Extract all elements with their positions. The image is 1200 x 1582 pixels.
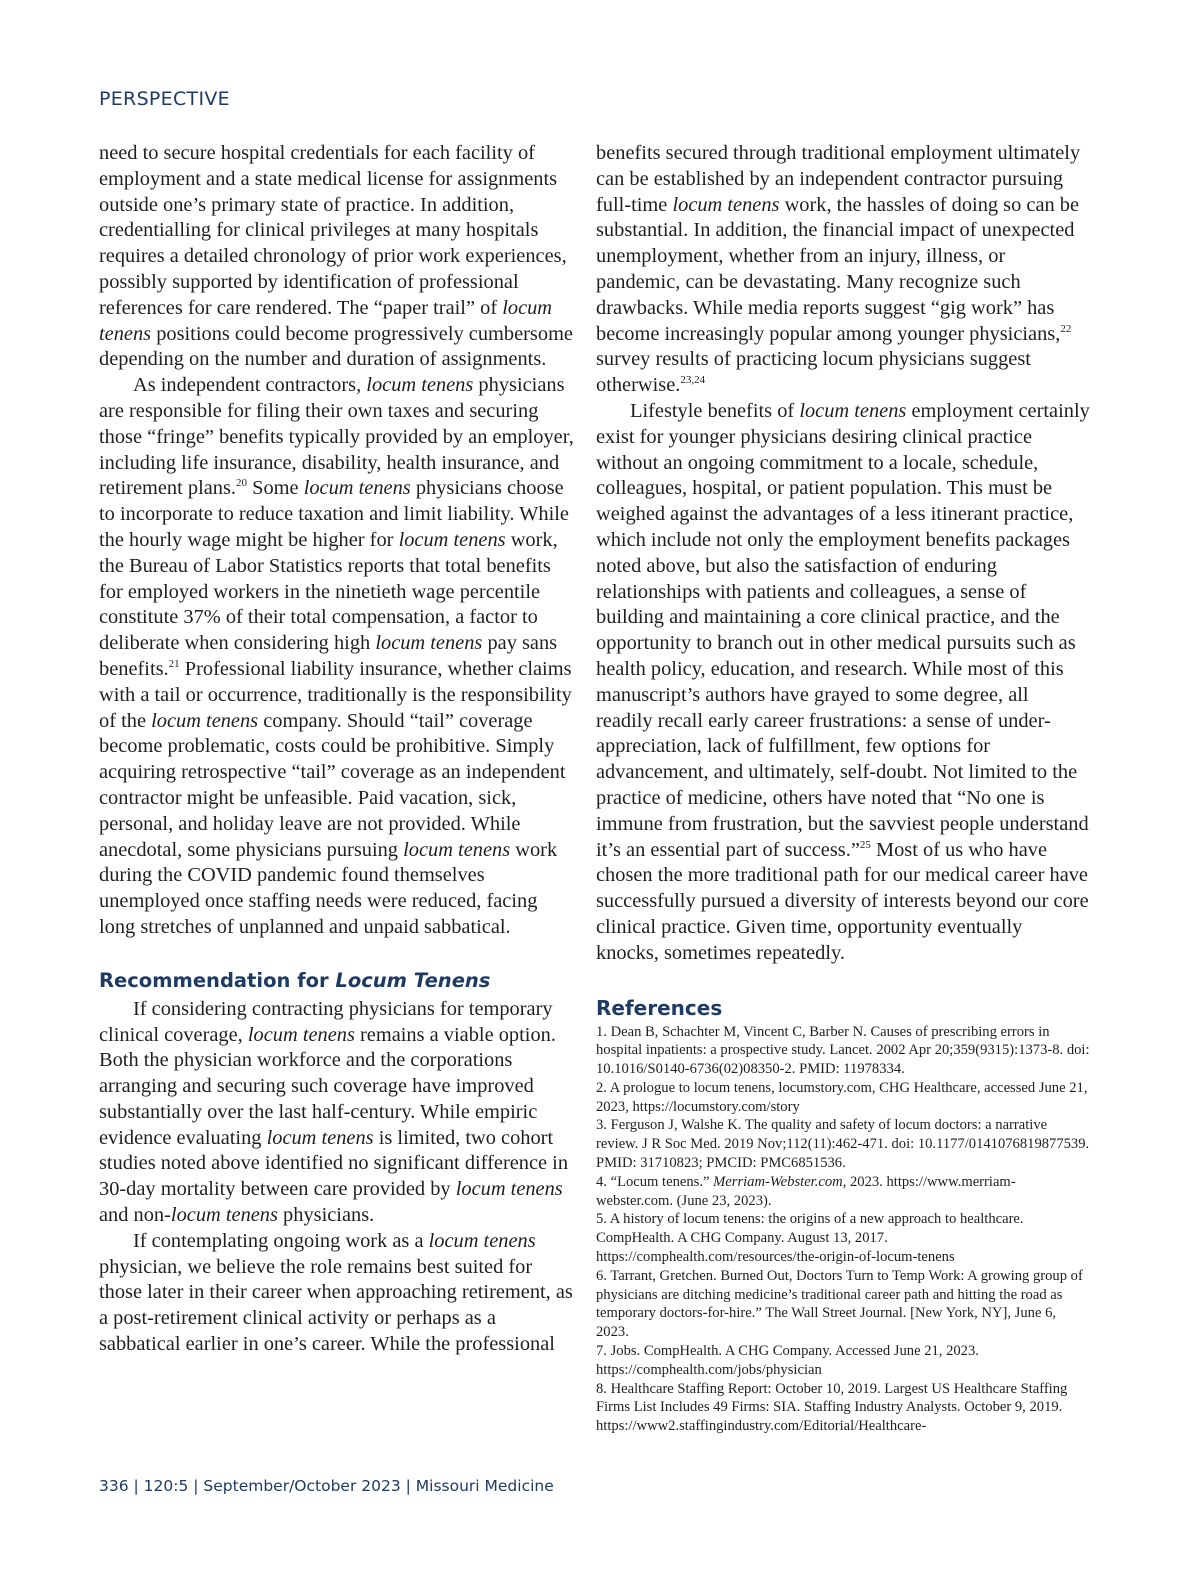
text-run: 2. A prologue to locum tenens, locumstory.com, CHG Healthcare, accessed June 21, 2023, https://locumstory.com/story <box>596 1079 1088 1115</box>
text-run: 6. Tarrant, Gretchen. Burned Out, Doctors Turn to Temp Work: A growing group of physicians are ditching medicine’s traditional career path and hitting the road as temporary doctors-for-hire.” The Wall Street Journal. [New York, NY], June 6, 2023. <box>596 1267 1083 1341</box>
reference-item <box>596 1079 1090 1117</box>
text-run: company. Should “tail” coverage become problematic, costs could be prohibitive. Simply acquiring retrospective “tail” coverage as an independent contractor might be unfeasible. Paid vacation, sick, personal, and holiday leave are not provided. While anecdotal, some physicians pursuing <box>99 709 566 861</box>
text-run: employment certainly exist for younger physicians desiring clinical practice without an ongoing commitment to a locale, schedule, colleagues, hospital, or patient population. This must be weighed against the advantages of a less itinerant practice, which include not only the employment benefits packages noted above, but also the satisfaction of enduring relationships with patients and colleagues, a sense of building and maintaining a core clinical practice, and the opportunity to branch out in other medical pursuits such as health policy, education, and research. While most of this manuscript’s authors have grayed to some degree, all readily recall early career frustrations: a sense of under-appreciation, lack of fulfillment, few options for advancement, and ultimately, self-doubt. Not limited to the practice of medicine, others have noted that “No one is immune from frustration, but the savviest people understand it’s an essential part of success.” <box>596 399 1090 861</box>
text-run: Most of us who have chosen the more traditional path for our medical career have successfully pursued a diversity of interests beyond our core clinical practice. Given time, opportunity eventually knocks, sometimes repeatedly. <box>596 838 1089 964</box>
text-run: work, the hassles of doing so can be substantial. In addition, the financial impact of unexpected unemployment, whether from an injury, illness, or pandemic, can be devastating. Many recognize such drawbacks. While media reports suggest “gig work” has become increasingly popular among younger physicians, <box>596 193 1080 345</box>
italic-text: locum tenens <box>247 1023 355 1046</box>
text-run: positions could become progressively cumbersome depending on the number and duration of assignments. <box>99 322 573 371</box>
text-run: 7. Jobs. CompHealth. A CHG Company. Accessed June 21, 2023. https://comphealth.com/jobs/physician <box>596 1343 979 1378</box>
left-column <box>99 141 577 1358</box>
text-run: is limited, two cohort studies noted above identified no significant difference in 30-day mortality between care provided by <box>99 1126 569 1201</box>
text-run: Professional liability insurance, whether claims with a tail or occurrence, traditionally is the responsibility of the <box>99 657 572 732</box>
paragraph <box>596 141 1090 399</box>
italic-text: locum tenens <box>303 477 411 500</box>
reference-item <box>596 1380 1090 1436</box>
text-run: physicians are responsible for filing their own taxes and securing those “fringe” benefits typically provided by an employer, including life insurance, disability, health insurance, and retirement plans. <box>99 374 574 500</box>
text-run: pay sans benefits. <box>99 632 558 680</box>
italic-text: locum tenens <box>672 193 780 216</box>
text-run: As independent contractors, <box>133 374 367 397</box>
right-column <box>596 141 1090 1436</box>
citation-superscript: 20 <box>236 477 248 490</box>
italic-text: locum tenens <box>266 1126 374 1149</box>
page-footer: 336 | 120:5 | September/October 2023 | Missouri Medicine <box>99 1477 554 1495</box>
text-run: 2023. https://www.merriam-webster.com. (June 23, 2023). <box>596 1173 1016 1209</box>
text-run: remains a viable option. Both the physician workforce and the corporations arranging and securing such coverage have improved substantially over the last half-century. While empiric evidence evaluating <box>99 1023 556 1149</box>
text-run: 3. Ferguson J, Walshe K. The quality and safety of locum doctors: a narrative review. J R Soc Med. 2019 Nov;112(11):462-471. doi: 10.1177/0141076819877539. PMID: 31710823; PMCID: PMC6851536. <box>596 1117 1090 1172</box>
reference-item <box>596 1267 1090 1342</box>
italic-text: locum tenens <box>398 528 506 551</box>
italic-text: locum tenens <box>799 399 907 422</box>
reference-item <box>596 1023 1090 1079</box>
section-label: PERSPECTIVE <box>99 88 230 110</box>
heading-italic-text: Locum Tenens <box>335 968 491 992</box>
recommendation-heading <box>99 968 577 994</box>
text-run: 5. A history of locum tenens: the origins of a new approach to healthcare. CompHealth. A CHG Company. August 13, 2017. https://comphealth.com/resources/the-origin-of-locum-tenens <box>596 1211 1024 1266</box>
reference-item <box>596 1116 1090 1172</box>
text-run: and non- <box>99 1204 171 1227</box>
citation-superscript: 21 <box>168 658 180 671</box>
text-run: work, the Bureau of Labor Statistics reports that total benefits for employed workers in the ninetieth wage percentile constitute 37% of their total compensation, a factor to deliberate when considering high <box>99 528 558 655</box>
text-run: Some <box>247 477 304 500</box>
reference-item <box>596 1342 1090 1380</box>
reference-item <box>596 1173 1090 1211</box>
text-run: Lifestyle benefits of <box>630 399 800 422</box>
text-run: benefits secured through traditional employment ultimately can be established by an independent contractor pursuing full-time <box>596 142 1081 216</box>
italic-text: Merriam-Webster.com, <box>713 1173 847 1190</box>
italic-text: locum tenens <box>151 709 259 732</box>
paragraph <box>99 373 577 941</box>
italic-text: locum tenens <box>366 374 474 397</box>
italic-text: locum tenens <box>455 1178 563 1201</box>
paragraph <box>99 141 577 373</box>
italic-text: locum tenens <box>428 1229 536 1252</box>
italic-text: locum tenens <box>375 632 483 655</box>
italic-text: locum tenens <box>170 1204 278 1227</box>
references-heading: References <box>596 995 723 1020</box>
text-run: 4. “Locum tenens.” <box>596 1173 714 1190</box>
paragraph <box>99 1229 577 1358</box>
reference-item <box>596 1210 1090 1266</box>
text-run: 8. Healthcare Staffing Report: October 10, 2019. Largest US Healthcare Staffing Firms List Includes 49 Firms: SIA. Staffing Industry Analysts. October 9, 2019. https://www2.staffingindustry.com/Editorial/Healthcare- <box>596 1380 1068 1435</box>
citation-superscript: 22 <box>1060 322 1072 335</box>
italic-text: locum tenens <box>99 296 553 345</box>
references-list <box>596 1023 1090 1437</box>
text-run: need to secure hospital credentials for each facility of employment and a state medical license for assignments outside one’s primary state of practice. In addition, credentialling for clinical privileges at many hospitals requires a detailed chronology of prior work experiences, possibly supported by identification of professional references for care rendered. The “paper trail” of <box>99 142 567 319</box>
text-run: physicians. <box>277 1204 375 1227</box>
text-run: survey results of practicing locum physicians suggest otherwise. <box>596 348 1031 397</box>
text-run: If considering contracting physicians for temporary clinical coverage, <box>99 997 553 1046</box>
italic-text: locum tenens <box>403 838 511 861</box>
paragraph <box>99 997 577 1229</box>
citation-superscript: 23,24 <box>680 374 706 387</box>
text-run: If contemplating ongoing work as a <box>133 1229 429 1252</box>
text-run: work during the COVID pandemic found themselves unemployed once staffing needs were reduced, facing long stretches of unplanned and unpaid sabbatical. <box>99 838 558 938</box>
citation-superscript: 25 <box>859 838 871 851</box>
text-run: 1. Dean B, Schachter M, Vincent C, Barber N. Causes of prescribing errors in hospital inpatients: a prospective study. Lancet. 2002 Apr 20;359(9315):1373-8. doi: 10.1016/S0140-6736(02)08350-2. PMID: 11978334. <box>596 1023 1090 1078</box>
text-run: physician, we believe the role remains best suited for those later in their career when approaching retirement, as a post-retirement clinical activity or perhaps as a sabbatical earlier in one’s career. While the professional <box>99 1255 573 1356</box>
heading-text: Recommendation for <box>99 968 336 992</box>
paragraph <box>596 399 1090 967</box>
text-run: physicians choose to incorporate to reduce taxation and limit liability. While the hourly wage might be higher for <box>99 477 569 551</box>
